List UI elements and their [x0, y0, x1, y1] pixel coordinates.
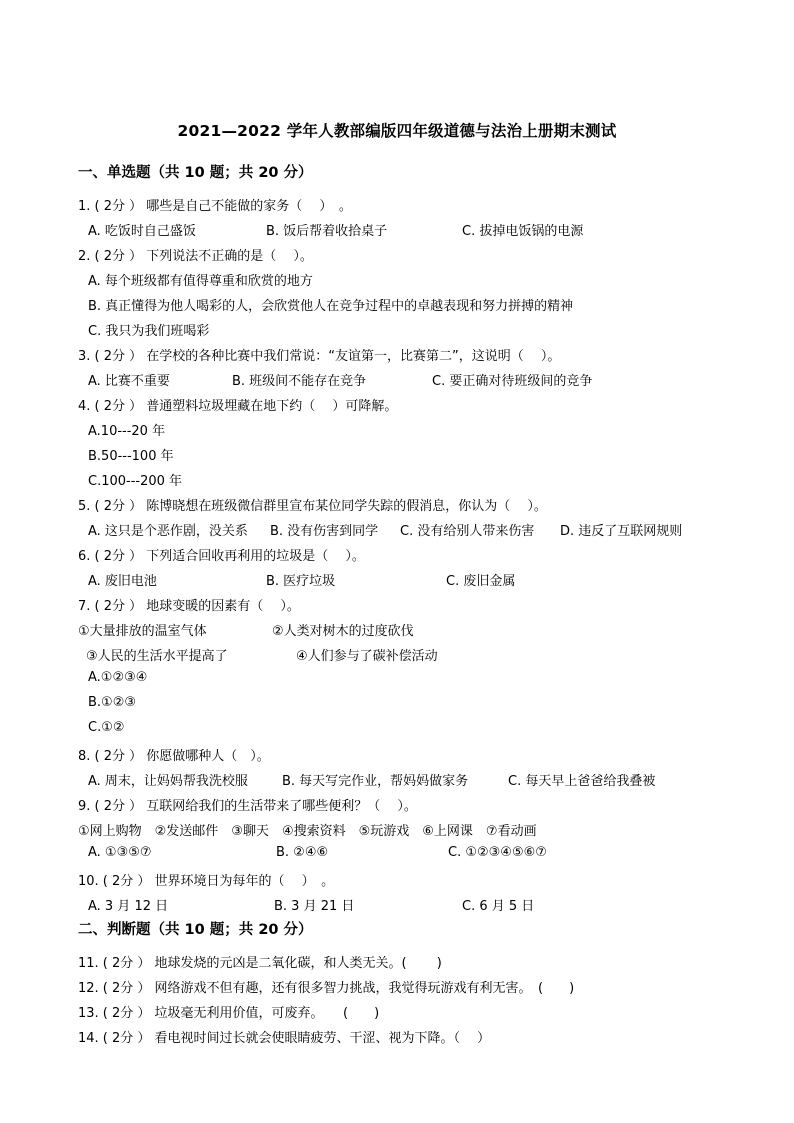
- question-7-stem: 7. ( 2分 ） 地球变暖的因素有（ ）。: [78, 599, 300, 614]
- question-7-option-b: B.①②③: [88, 695, 137, 710]
- question-7-item-2: ②人类对树木的过度砍伐: [272, 624, 414, 639]
- question-7-option-a: A.①②③④: [88, 670, 148, 685]
- question-9-option-b: B. ②④⑥: [276, 845, 329, 860]
- question-9-stem: 9. ( 2分 ） 互联网给我们的生活带来了哪些便利？（ ）。: [78, 799, 417, 814]
- question-4-stem: 4. ( 2分 ） 普通塑料垃圾埋藏在地下约（ ）可降解。: [78, 399, 398, 414]
- question-3-option-b: B. 班级间不能存在竞争: [232, 374, 367, 389]
- question-9-option-c: C. ①②③④⑤⑥⑦: [448, 845, 547, 860]
- question-10-stem: 10. ( 2分 ） 世界环境日为每年的（ ） 。: [78, 874, 335, 889]
- question-1-option-c: C. 拔掉电饭锅的电源: [462, 224, 584, 239]
- question-9-option-a: A. ①③⑤⑦: [88, 845, 152, 860]
- question-5-stem: 5. ( 2分 ） 陈博晓想在班级微信群里宣布某位同学失踪的假消息，你认为（ ）。: [78, 499, 547, 514]
- question-5-option-d: D. 违反了互联网规则: [560, 524, 683, 539]
- question-14-stem: 14. ( 2分 ） 看电视时间过长就会使眼睛疲劳、干涩、视为下降。（ ）: [78, 1031, 491, 1046]
- question-11-stem: 11. ( 2分 ） 地球发烧的元凶是二氧化碳，和人类无关。( ): [78, 956, 442, 971]
- question-10-option-b: B. 3 月 21 日: [274, 899, 355, 914]
- question-1-stem: 1. ( 2分 ） 哪些是自己不能做的家务（ ） 。: [78, 199, 352, 214]
- question-3-option-c: C. 要正确对待班级间的竞争: [432, 374, 593, 389]
- question-6-option-a: A. 废旧电池: [88, 574, 157, 589]
- question-3-option-a: A. 比赛不重要: [88, 374, 170, 389]
- question-1-option-a: A. 吃饭时自己盛饭: [88, 224, 196, 239]
- question-10-option-a: A. 3 月 12 日: [88, 899, 169, 914]
- question-5-option-b: B. 没有伤害到同学: [270, 524, 379, 539]
- question-7-option-c: C.①②: [88, 720, 125, 735]
- question-2-option-b: B. 真正懂得为他人喝彩的人，会欣赏他人在竞争过程中的卓越表现和努力拼搏的精神: [88, 299, 574, 314]
- question-3-stem: 3. ( 2分 ） 在学校的各种比赛中我们常说：“友谊第一，比赛第二”，这说明（ ）。: [78, 349, 561, 364]
- question-7-item-4: ④人们参与了碳补偿活动: [296, 649, 438, 664]
- question-2-option-c: C. 我只为我们班喝彩: [88, 324, 210, 339]
- question-8-option-a: A. 周末，让妈妈帮我洗校服: [88, 774, 248, 789]
- question-6-stem: 6. ( 2分 ） 下列适合回收再利用的垃圾是（ ）。: [78, 549, 365, 564]
- question-2-stem: 2. ( 2分 ） 下列说法不正确的是（ ）。: [78, 249, 313, 264]
- question-9-items: ①网上购物 ②发送邮件 ③聊天 ④搜索资料 ⑤玩游戏 ⑥上网课 ⑦看动画: [78, 824, 537, 839]
- question-7-item-1: ①大量排放的温室气体: [78, 624, 207, 639]
- exam-title: 2021—2022 学年人教部编版四年级道德与法治上册期末测试: [177, 122, 617, 140]
- question-12-stem: 12. ( 2分 ） 网络游戏不但有趣，还有很多智力挑战，我觉得玩游戏有利无害。 ( ): [78, 981, 575, 996]
- question-2-option-a: A. 每个班级都有值得尊重和欣赏的地方: [88, 274, 313, 289]
- question-5-option-c: C. 没有给别人带来伤害: [400, 524, 535, 539]
- section-heading-single-choice: 一、单选题（共 10 题；共 20 分）: [78, 165, 313, 181]
- question-7-item-3: ③人民的生活水平提高了: [86, 649, 228, 664]
- question-6-option-b: B. 医疗垃圾: [266, 574, 336, 589]
- question-4-option-b: B.50---100 年: [88, 449, 174, 464]
- section-heading-true-false: 二、判断题（共 10 题；共 20 分）: [78, 922, 313, 938]
- question-1-option-b: B. 饭后帮着收拾桌子: [266, 224, 388, 239]
- question-13-stem: 13. ( 2分 ） 垃圾毫无利用价值，可废弃。 ( ): [78, 1006, 380, 1021]
- question-5-option-a: A. 这只是个恶作剧，没关系: [88, 524, 248, 539]
- question-10-option-c: C. 6 月 5 日: [462, 899, 535, 914]
- question-4-option-a: A.10---20 年: [88, 424, 166, 439]
- question-8-option-b: B. 每天写完作业，帮妈妈做家务: [282, 774, 469, 789]
- question-4-option-c: C.100---200 年: [88, 474, 183, 489]
- question-8-option-c: C. 每天早上爸爸给我叠被: [508, 774, 656, 789]
- question-8-stem: 8. ( 2分 ） 你愿做哪种人（ ）。: [78, 749, 270, 764]
- question-6-option-c: C. 废旧金属: [446, 574, 516, 589]
